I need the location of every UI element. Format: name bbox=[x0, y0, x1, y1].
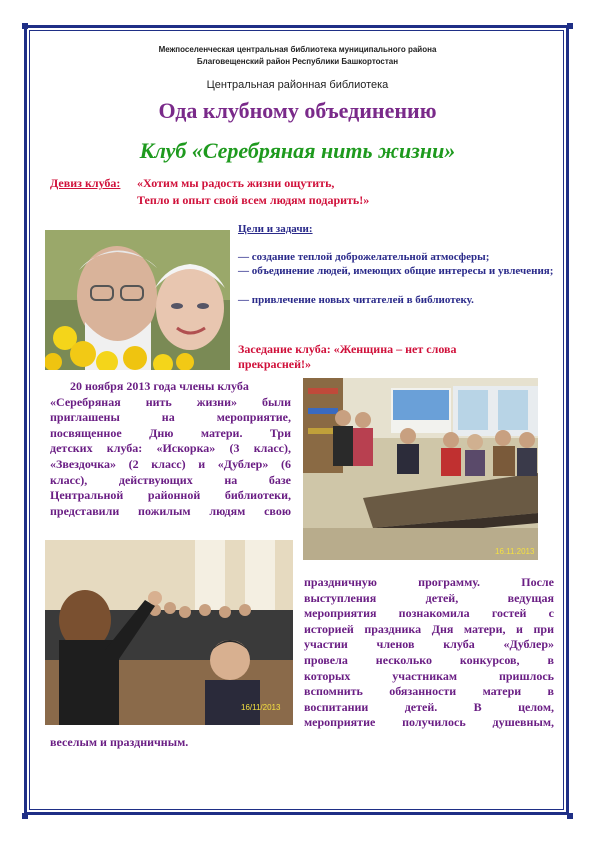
article-line: детских клуба: «Искорка» (3 класс), bbox=[50, 441, 291, 456]
photo-date-stamp: 16/11/2013 bbox=[241, 703, 281, 712]
article-line: посвященное Дню матери. Три bbox=[50, 425, 291, 440]
article-line: которых участникам пришлось bbox=[304, 668, 554, 683]
border-corner bbox=[567, 813, 573, 819]
meeting-heading-line1: Заседание клуба: «Женщина – нет слова bbox=[238, 342, 457, 356]
article-line: мероприятия познакомила гостей с bbox=[304, 606, 554, 621]
motto-label: Девиз клуба: bbox=[50, 176, 121, 190]
motto-line-1: «Хотим мы радость жизни ощутить, bbox=[137, 176, 335, 190]
article-line: приглашены на мероприятие, bbox=[50, 410, 291, 425]
border-corner bbox=[22, 813, 28, 819]
photo-date-stamp: 16.11.2013 bbox=[495, 547, 535, 556]
page-title: Ода клубному объединению bbox=[158, 98, 437, 123]
goals-title: Цели и задачи: bbox=[238, 223, 313, 235]
motto-line-2: Тепло и опыт свой всем людям подарить!» bbox=[137, 193, 370, 207]
club-name: Клуб «Серебряная нить жизни» bbox=[139, 138, 456, 163]
header-library: Центральная районная библиотека bbox=[206, 79, 389, 91]
article-line: праздничную программу. После bbox=[304, 575, 554, 589]
header-org-line2: Благовещенский район Республики Башкортостан bbox=[196, 57, 399, 66]
article-left-column bbox=[50, 379, 291, 519]
goal-item: — объединение людей, имеющих общие интересы и увлечения; bbox=[238, 265, 554, 277]
article-line: провела несколько конкурсов, в bbox=[304, 652, 554, 667]
article-last-line: веселым и праздничным. bbox=[50, 735, 189, 749]
article-line: «Серебряная нить жизни» были bbox=[50, 394, 291, 409]
article-line: класс), действующих на базе bbox=[50, 472, 291, 487]
article-right-column bbox=[304, 575, 554, 731]
border-corner bbox=[567, 23, 573, 29]
article-line: историей праздника Дня матери, и при bbox=[304, 621, 554, 636]
article-line: участии членов клуба «Дублер» bbox=[304, 637, 554, 652]
article-line: воспитании детей. В целом, bbox=[304, 699, 554, 714]
article-line: «Звездочка» (2 класс) и «Дублер» (6 bbox=[50, 456, 291, 471]
meeting-heading-line2: прекрасней!» bbox=[238, 357, 311, 371]
border-corner bbox=[22, 23, 28, 29]
goal-item: — создание теплой доброжелательной атмосферы; bbox=[238, 251, 490, 263]
header-org-line1: Межпоселенческая центральная библиотека муниципального района bbox=[158, 45, 437, 54]
photo-elderly-couple bbox=[45, 230, 230, 370]
article-line: представили пожилым людям свою bbox=[50, 503, 291, 518]
article-line: вспомнить обязанности матери в bbox=[304, 684, 554, 699]
article-line: мероприятие получилось душевным, bbox=[304, 715, 554, 730]
goal-item: — привлечение новых читателей в библиотеку. bbox=[238, 294, 474, 306]
article-line: выступления детей, ведущая bbox=[304, 590, 554, 605]
article-line: Центральной районной библиотеки, bbox=[50, 488, 291, 503]
meeting-heading bbox=[238, 342, 538, 372]
article-line: 20 ноября 2013 года члены клуба bbox=[70, 379, 249, 393]
photo-children-event bbox=[45, 540, 293, 725]
photo-library-event bbox=[303, 378, 538, 560]
